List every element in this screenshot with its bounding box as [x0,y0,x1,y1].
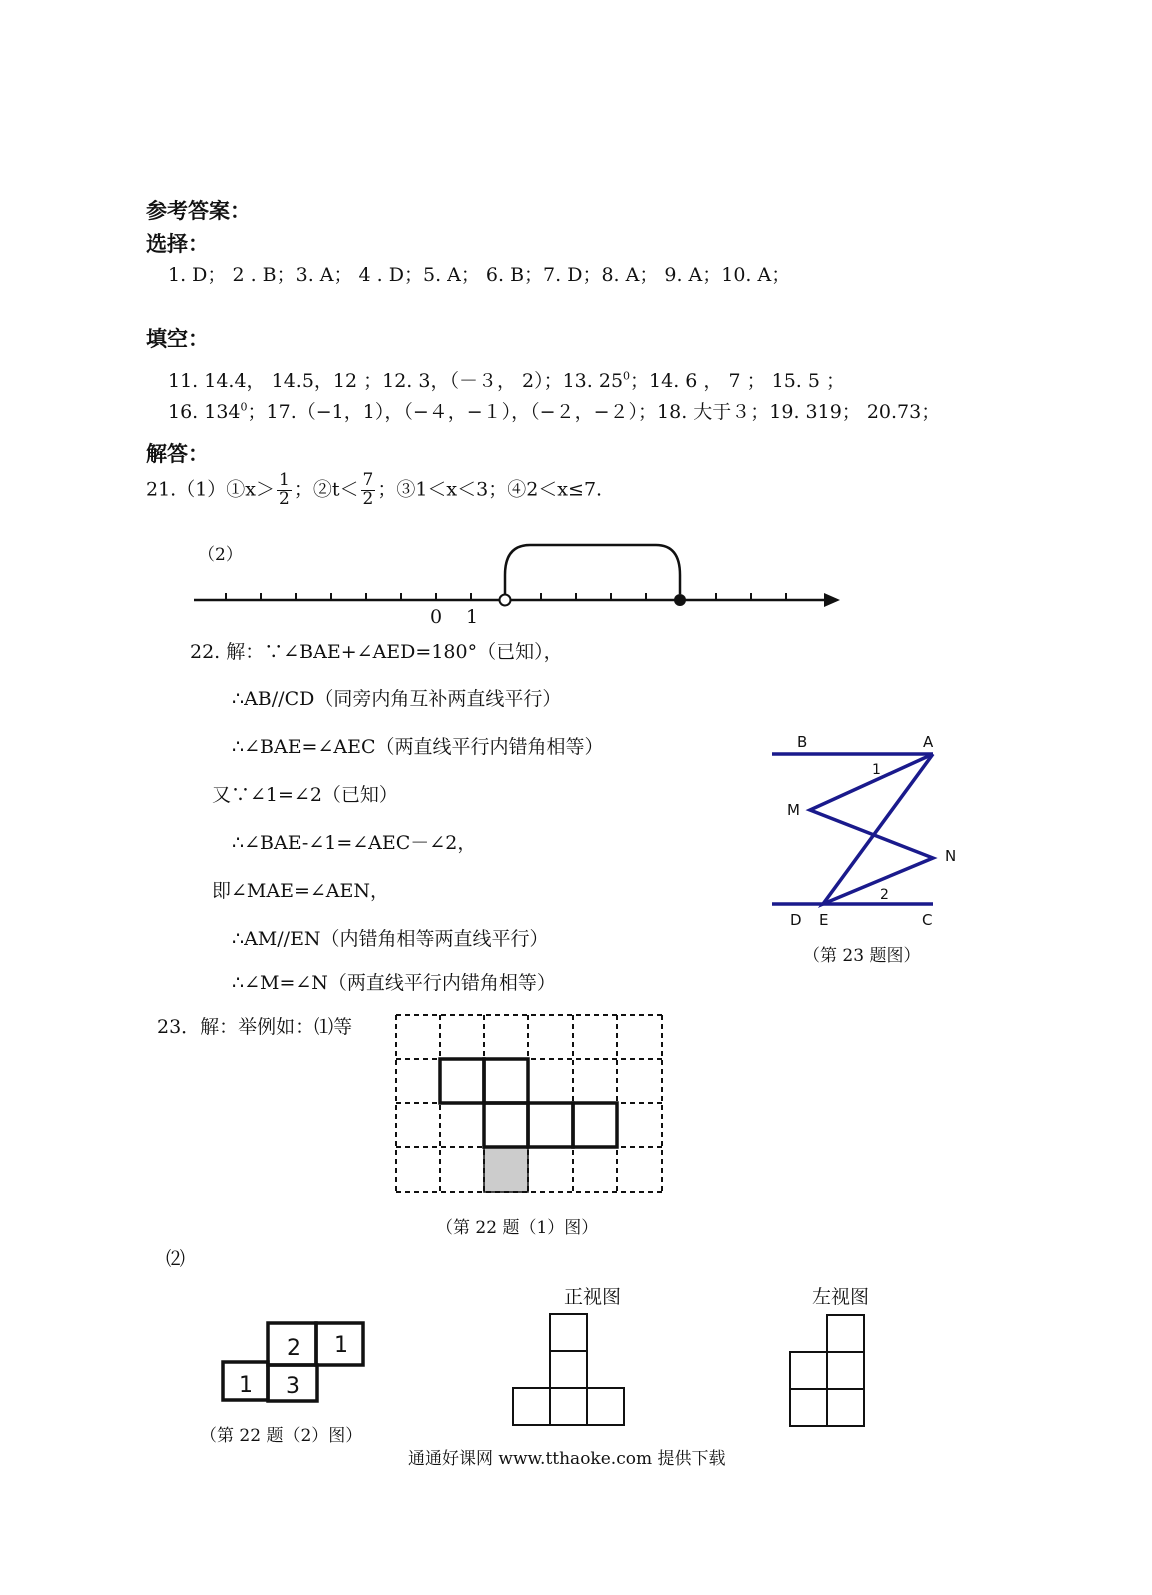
label-E: E [819,911,829,929]
net-number-2: 2 [287,1336,301,1361]
heading-reference: 参考答案： [146,199,251,223]
net-number-3: 3 [286,1374,300,1399]
fill-answers-line2: 16. $134^0$；17.（−1，1），（−４，−１），（−２，−２）；18. 大于３；19. 319； 20.73； [168,400,941,423]
label-M: M [787,801,800,819]
fraction-one-half: $\frac{1}{2}$ [279,470,290,509]
front-view-label: 正视图 [564,1286,622,1308]
label-B: B [797,733,808,751]
q22-line4: 又∵∠1=∠2（已知） [212,784,398,806]
q22-line1: 22. 解：∵∠BAE+∠AED=180°（已知）， [190,641,563,663]
left-view-label: 左视图 [812,1286,870,1308]
label-A: A [923,733,934,751]
q23-intro: 23．解：举例如：⑴等 [157,1016,353,1038]
label-angle-2: 2 [880,887,889,903]
label-N: N [945,847,957,865]
q23-part2-label: ⑵ [166,1248,186,1270]
q22-line6: 即∠MAE=∠AEN， [212,880,390,902]
footer-text: 通通好课网 www.tthaoke.com 提供下载 [408,1449,726,1469]
figure-23-caption: （第 23 题图） [803,946,921,966]
choice-answers: 1. D； 2 . B；3. A； 4 . D；5. A； 6. B；7. D；8. A； 9. A；10. A； [168,264,791,286]
fraction-seven-half: $\frac{7}{2}$ [362,470,374,509]
heading-choice: 选择： [146,232,209,256]
net-number-1-bottom: 1 [239,1373,253,1398]
q21-part1: 21.（1）①x＞ $\frac{1}{2}$ ；②t＜ $\frac{7}{2}$ ；③1＜x＜3；④2＜x≤7. [146,470,603,509]
axis-label-one: 1 [466,606,479,628]
grid-figure-caption: （第 22 题（1）图） [436,1218,599,1238]
q22-line5: ∴∠BAE-∠1=∠AEC－∠2， [232,832,477,854]
net-number-1-top: 1 [334,1333,348,1358]
heading-fill: 填空： [146,327,209,351]
q21-part2-label: （2） [198,545,243,565]
label-angle-1: 1 [872,762,881,778]
q22-line3: ∴∠BAE=∠AEC（两直线平行内错角相等） [232,736,604,758]
q22-line7: ∴AM//EN（内错角相等两直线平行） [232,928,549,950]
fill-answers-line1: 11. 14.4， 14.5，12 ；12. 3，（－３， 2）；13. $25^0$；14. 6 ， 7 ； 15. 5 ； [168,369,846,392]
q22-line2: ∴AB//CD（同旁内角互补两直线平行） [232,688,562,710]
q22-line8: ∴∠M=∠N（两直线平行内错角相等） [232,972,556,994]
heading-solution: 解答： [146,442,209,466]
label-D: D [790,911,802,929]
axis-label-zero: 0 [430,606,443,628]
label-C: C [922,911,933,929]
cube-net-caption: （第 22 题（2）图） [200,1426,363,1446]
